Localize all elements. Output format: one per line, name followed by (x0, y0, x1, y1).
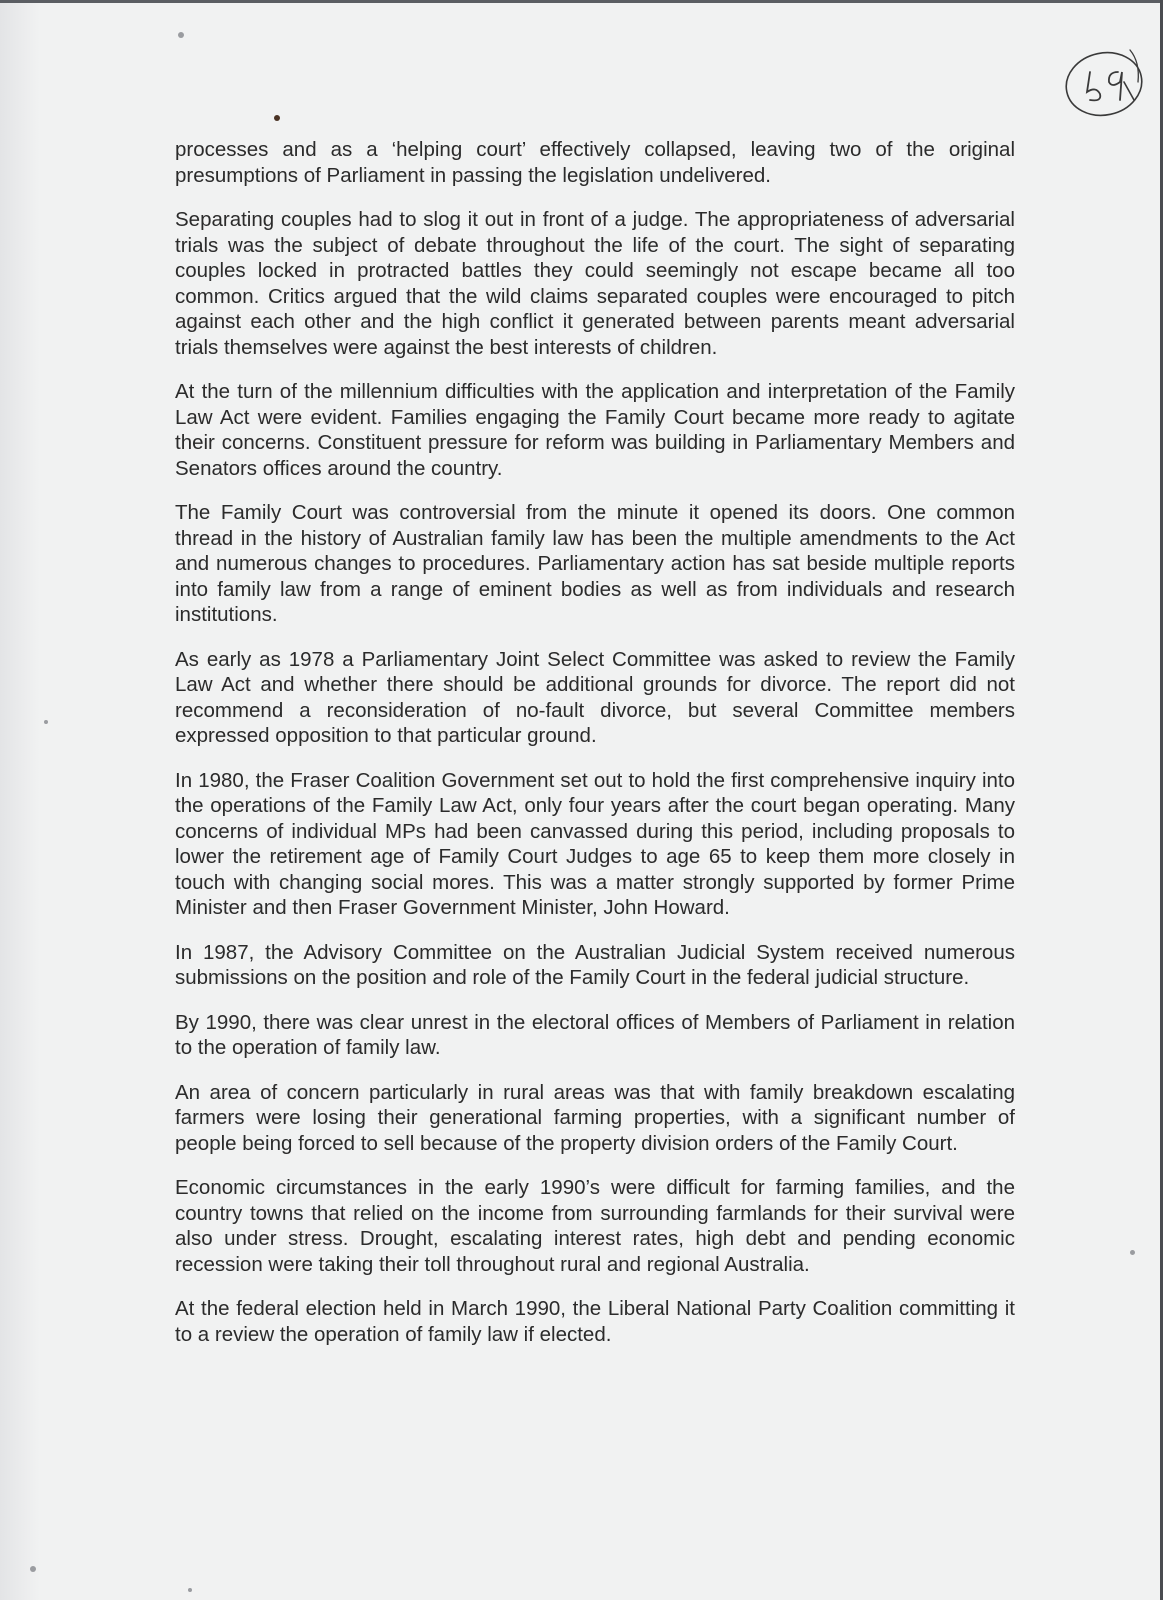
paragraph: The Family Court was controversial from the minute it opened its doors. One common thread in the history of Australian family law has been the multiple amendments to the Act and numerous changes to procedures. Parliamentary action has sat beside multiple reports into family law from a range of eminent bodies as well as from individuals and research institutions. (175, 501, 1015, 626)
handwritten-page-number (1060, 42, 1146, 122)
scan-speck (178, 32, 184, 38)
stray-ink-dot (274, 115, 280, 121)
document-body (175, 137, 1015, 1366)
scan-edge-top (0, 0, 1163, 3)
paragraph: processes and as a ‘helping court’ effectively collapsed, leaving two of the original presumptions of Parliament in passing the legislation undelivered. (175, 138, 1015, 187)
paragraph: At the turn of the millennium difficulties with the application and interpretation of the Family Law Act were evident. Families engaging the Family Court became more ready to agitate their concerns. Constituent pressure for reform was building in Parliamentary Members and Senators offices around the country. (175, 380, 1015, 480)
scan-speck (44, 720, 48, 724)
paragraph: By 1990, there was clear unrest in the electoral offices of Members of Parliament in relation to the operation of family law. (175, 1010, 1015, 1059)
paragraph: In 1987, the Advisory Committee on the Australian Judicial System received numerous submissions on the position and role of the Family Court in the federal judicial structure. (175, 940, 1015, 989)
scan-speck (188, 1588, 192, 1592)
scan-speck (1130, 1250, 1135, 1255)
paragraph: At the federal election held in March 1990, the Liberal National Party Coalition committing it to a review the operation of family law if elected. (175, 1297, 1015, 1346)
paragraph: As early as 1978 a Parliamentary Joint Select Committee was asked to review the Family Law Act and whether there should be additional grounds for divorce. The report did not recommend a reconsideration of no-fault divorce, but several Committee members expressed opposition to that particular ground. (175, 647, 1015, 747)
scan-speck (30, 1566, 36, 1572)
circled-number-drawing (1060, 42, 1146, 122)
paragraph: Economic circumstances in the early 1990’s were difficult for farming families, and the country towns that relied on the income from surrounding farmlands for their survival were also under stress. Drought, escalating interest rates, high debt and pending economic recession were taking their toll throughout rural and regional Australia. (175, 1176, 1015, 1276)
paragraph: In 1980, the Fraser Coalition Government set out to hold the first comprehensive inquiry into the operations of the Family Law Act, only four years after the court began operating. Many concerns of individual MPs had been canvassed during this period, including proposals to lower the retirement age of Family Court Judges to age 65 to keep them more closely in touch with changing social mores. This was a matter strongly supported by former Prime Minister and then Fraser Government Minister, John Howard. (175, 768, 1015, 919)
paragraph: Separating couples had to slog it out in front of a judge. The appropriateness of adversarial trials was the subject of debate throughout the life of the court. The sight of separating couples locked in protracted battles they could seemingly not escape became all too common. Critics argued that the wild claims separated couples were encouraged to pitch against each other and the high conflict it generated between parents meant adversarial trials themselves were against the best interests of children. (175, 208, 1015, 359)
scan-shadow (0, 0, 40, 1600)
paragraph: An area of concern particularly in rural areas was that with family breakdown escalating farmers were losing their generational farming properties, with a significant number of people being forced to sell because of the property division orders of the Family Court. (175, 1080, 1015, 1155)
